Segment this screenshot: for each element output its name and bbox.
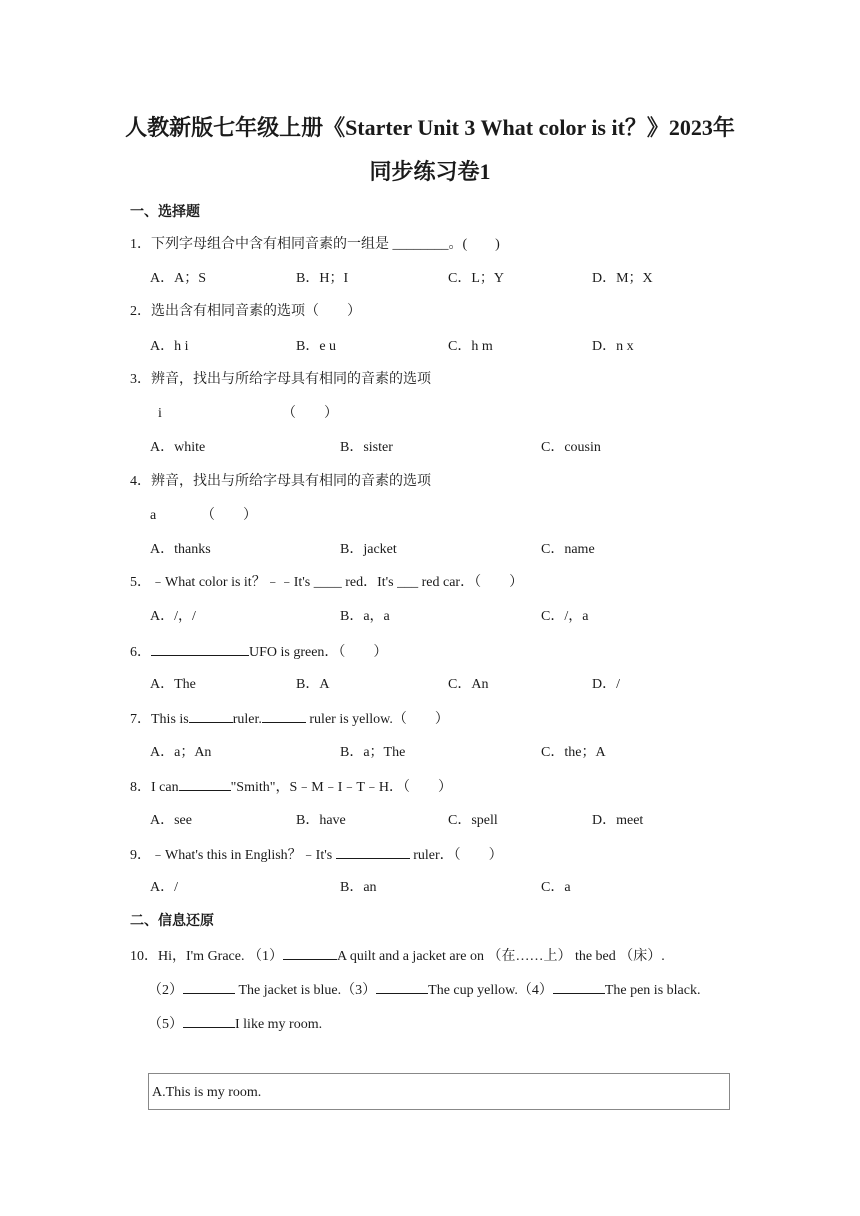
q6-option-d: D．/ bbox=[592, 677, 620, 692]
title-line-2: 同步练习卷1 bbox=[369, 159, 491, 184]
q3-answer-paren: （ ） bbox=[282, 406, 338, 421]
q10-text-2a: （2） bbox=[148, 983, 183, 998]
q7-blank-2 bbox=[262, 708, 306, 723]
q6-option-c: C．An bbox=[448, 677, 489, 692]
q4-option-b: B．jacket bbox=[340, 542, 397, 557]
q4-given-letter: a bbox=[150, 508, 157, 523]
q10-blank-1 bbox=[283, 945, 337, 960]
q8-option-a: A．see bbox=[150, 813, 192, 828]
question-1-stem: 1．下列字母组合中含有相同音素的一组是 ________。( ) bbox=[130, 237, 500, 252]
answer-options-box: A.This is my room. bbox=[148, 1073, 730, 1110]
q6-blank bbox=[151, 641, 249, 656]
q8-text-a: 8．I can bbox=[130, 780, 179, 795]
q10-text-1b: A quilt and a jacket are on （在……上） the bed （床）. bbox=[337, 949, 665, 964]
q4-option-c: C．name bbox=[541, 542, 595, 557]
q8-blank bbox=[179, 776, 231, 791]
question-7-stem bbox=[130, 708, 449, 730]
q8-option-b: B．have bbox=[296, 813, 346, 828]
section-heading-choice: 一、选择题 bbox=[130, 204, 200, 220]
q10-text-2b: The jacket is blue.（3） bbox=[235, 983, 377, 998]
q7-text-a: 7．This is bbox=[130, 712, 189, 727]
q1-option-b: B．H；I bbox=[296, 271, 349, 286]
q9-option-b: B．an bbox=[340, 880, 377, 895]
q10-text-1a: 10．Hi，I'm Grace. （1） bbox=[130, 949, 283, 964]
question-10-line-3 bbox=[148, 1013, 322, 1035]
q8-option-c: C．spell bbox=[448, 813, 498, 828]
q1-option-c: C．L；Y bbox=[448, 271, 504, 286]
q3-option-c: C．cousin bbox=[541, 440, 601, 455]
q7-option-a: A．a；An bbox=[150, 745, 212, 760]
q3-option-b: B．sister bbox=[340, 440, 393, 455]
question-8-stem bbox=[130, 776, 452, 798]
q4-option-a: A．thanks bbox=[150, 542, 211, 557]
q8-option-d: D．meet bbox=[592, 813, 644, 828]
q9-text-b: ruler．（ ） bbox=[409, 848, 503, 863]
q10-blank-4 bbox=[553, 979, 605, 994]
question-6-stem bbox=[130, 641, 387, 663]
q5-option-a: A．/，/ bbox=[150, 609, 196, 624]
q6-text: UFO is green．（ ） bbox=[249, 645, 388, 660]
q4-answer-paren: （ ） bbox=[201, 508, 257, 523]
question-9-stem bbox=[130, 844, 503, 866]
q7-blank-1 bbox=[189, 708, 233, 723]
q6-option-b: B．A bbox=[296, 677, 330, 692]
q6-option-a: A．The bbox=[150, 677, 196, 692]
q7-option-b: B．a；The bbox=[340, 745, 406, 760]
q7-option-c: C．the；A bbox=[541, 745, 606, 760]
q10-blank-2 bbox=[183, 979, 235, 994]
question-3-stem: 3．辨音，找出与所给字母具有相同的音素的选项 bbox=[130, 372, 431, 387]
section-heading-info: 二、信息还原 bbox=[130, 913, 214, 929]
q10-text-3b: I like my room. bbox=[235, 1017, 323, 1032]
q10-text-3a: （5） bbox=[148, 1017, 183, 1032]
question-4-stem: 4．辨音，找出与所给字母具有相同的音素的选项 bbox=[130, 474, 431, 489]
q2-option-a: A．h i bbox=[150, 339, 189, 354]
q6-number: 6． bbox=[130, 645, 151, 660]
q9-option-c: C．a bbox=[541, 880, 571, 895]
q9-blank bbox=[336, 844, 410, 859]
q9-option-a: A．/ bbox=[150, 880, 178, 895]
q8-text-b: "Smith"，S﹣M﹣I﹣T﹣H．（ ） bbox=[230, 780, 453, 795]
q2-option-b: B．e u bbox=[296, 339, 337, 354]
question-10-line-1 bbox=[130, 945, 665, 967]
q7-text-c: ruler is yellow.（ ） bbox=[305, 712, 449, 727]
question-10-line-2 bbox=[148, 979, 700, 1001]
q10-blank-3 bbox=[376, 979, 428, 994]
q2-option-c: C．h m bbox=[448, 339, 493, 354]
q2-option-d: D．n x bbox=[592, 339, 634, 354]
q7-text-b: ruler. bbox=[232, 712, 262, 727]
q9-text-a: 9．﹣What's this in English？﹣It's bbox=[130, 848, 336, 863]
q5-option-c: C．/，a bbox=[541, 609, 589, 624]
q10-blank-5 bbox=[183, 1013, 235, 1028]
q10-text-2d: The pen is black. bbox=[604, 983, 701, 998]
q10-text-2c: The cup yellow.（4） bbox=[428, 983, 553, 998]
title-line-1: 人教新版七年级上册《Starter Unit 3 What color is it？》2023年 bbox=[125, 115, 735, 140]
q1-option-a: A．A；S bbox=[150, 271, 207, 286]
q3-given-letter: i bbox=[158, 406, 162, 421]
question-5-stem: 5．﹣What color is it？﹣﹣It's ____ red．It's ___ red car．（ ） bbox=[130, 575, 524, 590]
question-2-stem: 2．选出含有相同音素的选项（ ） bbox=[130, 304, 361, 319]
q3-option-a: A．white bbox=[150, 440, 206, 455]
q1-option-d: D．M；X bbox=[592, 271, 653, 286]
q5-option-b: B．a，a bbox=[340, 609, 390, 624]
